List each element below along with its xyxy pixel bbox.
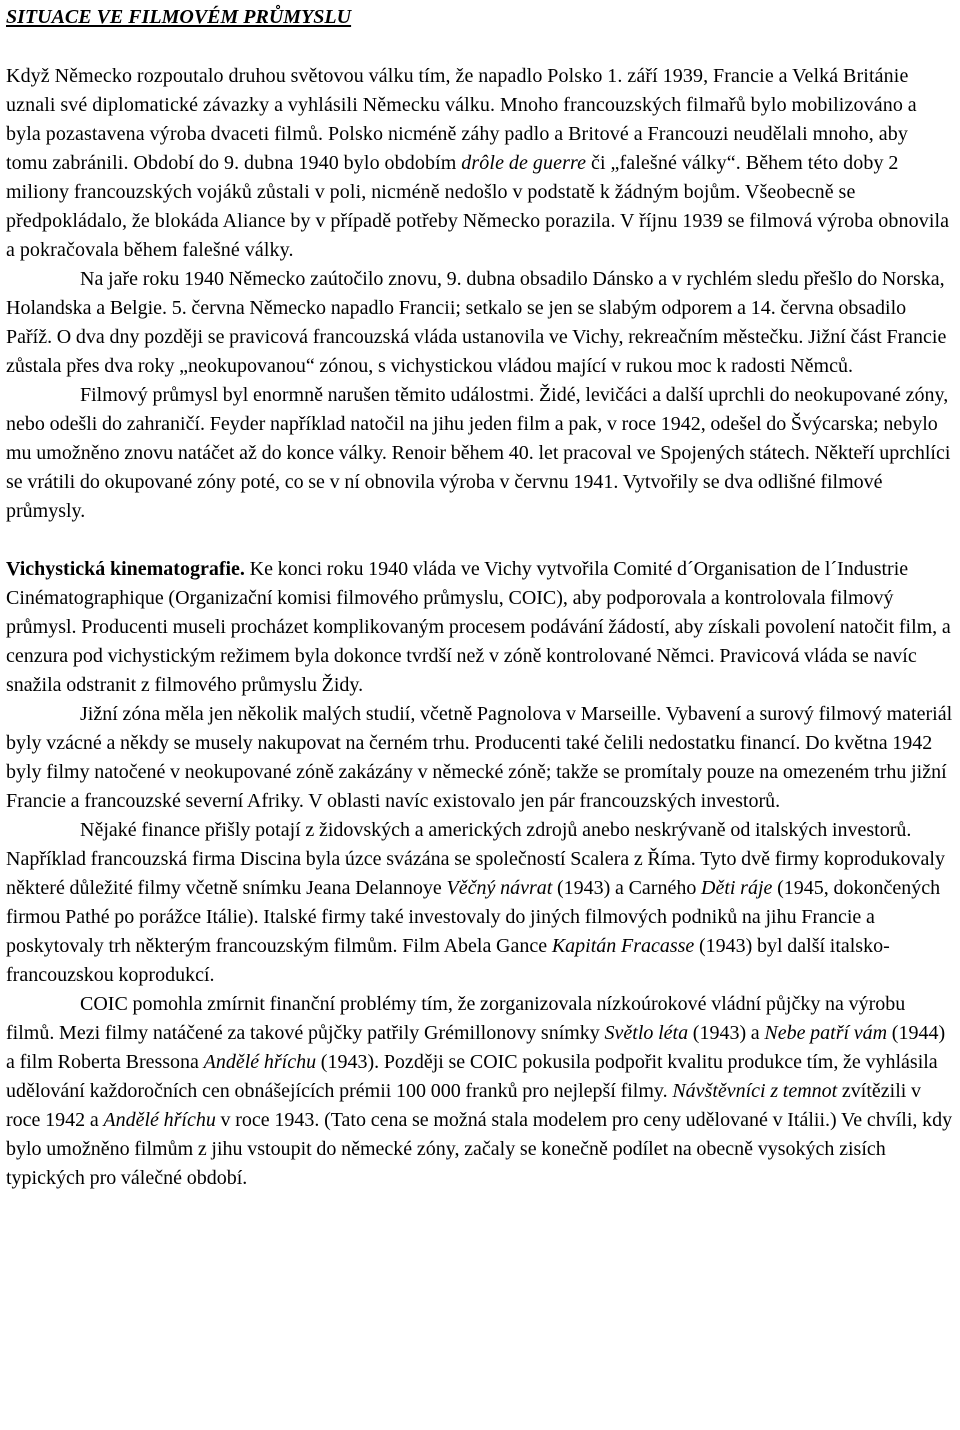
paragraph-text: (1943). Později se COIC pokusila podpořit kvalitu produkce tím, že vyhlásila udělování každoročních cen obnášejících prémii 100 000 franků pro nejlepší filmy. (6, 1051, 938, 1102)
film-title: Děti ráje (701, 877, 773, 899)
section-vichy-cinema (6, 555, 954, 1193)
film-title: Světlo léta (604, 1022, 689, 1044)
paragraph-text: (1945, dokončených firmou Pathé po porážce Itálie). Italské firmy také investovaly do jiných filmových podniků na jihu Francie a poskytovaly trh některým francouzským filmům. Film Abela Gance (6, 877, 941, 957)
section-heading: Vichystická kinematografie. (6, 558, 245, 580)
paragraph-text: (1943) a Carného (552, 877, 702, 899)
paragraph-text: Nějaké finance přišly potají z židovských a amerických zdrojů anebo neskrývaně od italských investorů. Například francouzská firma Discina byla úzce svázána se společností Scalera z Říma. Tyto dvě firmy koprodukovaly některé důležité filmy včetně snímku Jeana Delannoye (6, 819, 945, 899)
paragraph-text: COIC pomohla zmírnit finanční problémy tím, že zorganizovala nízkoúrokové vládní půjčky na výrobu filmů. Mezi filmy natáčené za takové půjčky patřily Grémillonovy snímky (6, 993, 906, 1044)
section-situation (6, 62, 954, 526)
paragraph-text: zvítězili v roce 1942 a (6, 1080, 922, 1131)
film-title: Nebe patří vám (764, 1022, 888, 1044)
page-title: SITUACE VE FILMOVÉM PRŮMYSLU (6, 6, 352, 28)
paragraph (6, 62, 954, 265)
paragraph-text: či „falešné války“. Během této doby 2 miliony francouzských vojáků zůstali v poli, nicméně nedošlo v podstatě k žádným bojům. Všeobecně se předpokládalo, že blokáda Aliance by v případě potřeby Německo porazila. V říjnu 1939 se filmová výroba obnovila a pokračovala během falešné války. (6, 152, 950, 261)
paragraph-text: (1943) a (688, 1022, 765, 1044)
paragraph: Jižní zóna měla jen několik malých studií, včetně Pagnolova v Marseille. Vybavení a surový filmový materiál byly vzácné a někdy se musely nakupovat na černém trhu. Producenti také čelili nedostatku financí. Do května 1942 byly filmy natočené v neokupované zóně zakázány v německé zóně; takže se promítaly pouze na omezeném trhu jižní Francie a francouzské severní Afriky. V oblasti navíc existovalo jen pár francouzských investorů. (6, 703, 953, 812)
film-title: Kapitán Fracasse (551, 935, 695, 957)
paragraph-text: (1944) a film Roberta Bressona (6, 1022, 946, 1073)
paragraph-text: v roce 1943. (Tato cena se možná stala modelem pro ceny udělované v Itálii.) Ve chvíli, kdy bylo umožněno filmům z jihu vstoupit do německé zóny, začaly se konečně podílet na obecně vysokých zisích typických pro válečné období. (6, 1109, 953, 1189)
paragraph (6, 990, 954, 1193)
film-title: Andělé hříchu (103, 1109, 216, 1131)
paragraph-text: (1943) byl další italsko-francouzskou koprodukcí. (6, 935, 890, 986)
paragraph (6, 816, 954, 990)
paragraph-text: Ke konci roku 1940 vláda ve Vichy vytvořila Comité d´Organisation de l´Industrie Cinématographique (Organizační komisi filmového průmyslu, COIC), aby podporovala a kontrolovala filmový průmysl. Producenti museli procházet komplikovaným procesem podávání žádostí, aby získali povolení natočit film, a cenzura pod vichystickým režimem byla dokonce tvrdší než v zóně kontrolované Němci. Pravicová vláda se navíc snažila odstranit z filmového průmyslu Židy. (6, 558, 951, 696)
film-title: Andělé hříchu (203, 1051, 317, 1073)
italic-term: drôle de guerre (461, 152, 587, 174)
film-title: Návštěvníci z temnot (672, 1080, 838, 1102)
paragraph: Na jaře roku 1940 Německo zaútočilo znovu, 9. dubna obsadilo Dánsko a v rychlém sledu přešlo do Norska, Holandska a Belgie. 5. června Německo napadlo Francii; setkalo se jen se slabým odporem a 14. června obsadilo Paříž. O dva dny později se pravicová francouzská vláda ustanovila ve Vichy, rekreačním městečku. Jižní část Francie zůstala přes dva roky „neokupovanou“ zónou, s vichystickou vládou mající v rukou moc k radosti Němců. (6, 268, 947, 377)
paragraph (6, 555, 954, 700)
paragraph-text: Když Německo rozpoutalo druhou světovou válku tím, že napadlo Polsko 1. září 1939, Francie a Velká Británie uznali své diplomatické závazky a vyhlásili Německu válku. Mnoho francouzských filmařů bylo mobilizováno a byla pozastavena výroba dvaceti filmů. Polsko nicméně záhy padlo a Britové a Francouzi neudělali mnoho, aby tomu zabránili. Období do 9. dubna 1940 bylo obdobím (6, 65, 917, 174)
paragraph: Filmový průmysl byl enormně narušen těmito událostmi. Židé, levičáci a další uprchli do neokupované zóny, nebo odešli do zahraničí. Feyder například natočil na jihu jeden film a pak, v roce 1942, odešel do Švýcarska; nebylo mu umožněno znovu natáčet až do konce války. Renoir během 40. let pracoval ve Spojených státech. Někteří uprchlíci se vrátili do okupované zóny poté, co se v ní obnovila výroba v červnu 1941. Vytvořily se dva odlišné filmové průmysly. (6, 384, 951, 522)
film-title: Věčný návrat (446, 877, 553, 899)
